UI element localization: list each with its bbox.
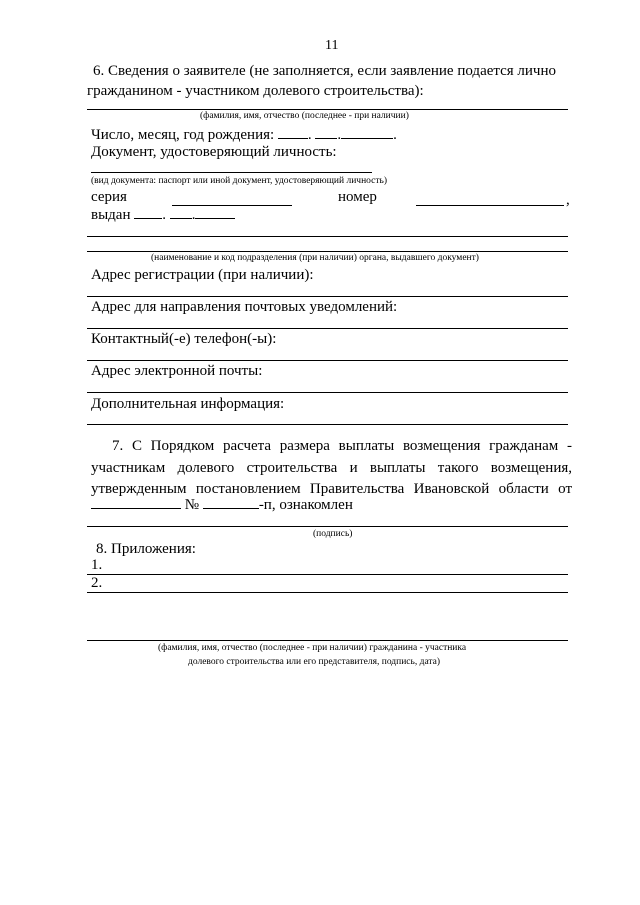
attachment-item-2: 2. bbox=[91, 575, 103, 591]
attachment-line-2[interactable] bbox=[87, 592, 568, 593]
decree-row bbox=[91, 496, 353, 514]
issued-day-field[interactable] bbox=[134, 206, 162, 219]
email-line[interactable] bbox=[87, 392, 568, 393]
section7-line3: утвержденным постановлением Правительства Ивановской области от bbox=[91, 481, 572, 497]
section6-heading-line1: 6. Сведения о заявителе (не заполняется, если заявление подается лично bbox=[93, 63, 557, 79]
number-comma: , bbox=[566, 192, 570, 208]
attachment-line-1[interactable] bbox=[87, 574, 568, 575]
section8-title: 8. Приложения: bbox=[96, 541, 196, 557]
number-field[interactable] bbox=[416, 205, 564, 206]
issued-month-field[interactable] bbox=[170, 206, 192, 219]
decree-number-field[interactable] bbox=[203, 496, 259, 509]
signature-line[interactable] bbox=[87, 526, 568, 527]
mail-address-line[interactable] bbox=[87, 328, 568, 329]
mail-address-label: Адрес для направления почтовых уведомлений: bbox=[91, 299, 398, 315]
doc-type-caption: (вид документа: паспорт или иной документ, удостоверяющий личность) bbox=[91, 176, 388, 186]
dob-row: Число, месяц, год рождения: . . . bbox=[91, 127, 397, 143]
issued-row: выдан . . bbox=[91, 206, 235, 224]
doc-label: Документ, удостоверяющий личность: bbox=[91, 144, 337, 160]
dob-day-field[interactable] bbox=[278, 126, 308, 139]
applicant-caption-line2: долевого строительства или его представителя, подпись, дата) bbox=[188, 657, 441, 667]
email-label: Адрес электронной почты: bbox=[91, 363, 263, 379]
phone-line[interactable] bbox=[87, 360, 568, 361]
issued-label: выдан bbox=[91, 207, 131, 223]
reg-address-line[interactable] bbox=[87, 296, 568, 297]
fio-line[interactable] bbox=[87, 109, 568, 110]
applicant-signature-line[interactable] bbox=[87, 640, 568, 641]
doc-type-line[interactable] bbox=[91, 172, 372, 173]
extra-info-line[interactable] bbox=[87, 424, 568, 425]
decree-date-field[interactable] bbox=[91, 496, 181, 509]
issued-year-field[interactable] bbox=[195, 206, 235, 219]
section6-heading-line2: гражданином - участником долевого строительства): bbox=[87, 83, 424, 99]
dob-label: Число, месяц, год рождения: bbox=[91, 127, 275, 143]
signature-caption: (подпись) bbox=[313, 529, 353, 539]
issuer-line-2[interactable] bbox=[87, 251, 568, 252]
fio-caption: (фамилия, имя, отчество (последнее - при наличии) bbox=[200, 111, 409, 121]
decree-suffix: -п, ознакомлен bbox=[258, 497, 353, 513]
issuer-caption: (наименование и код подразделения (при наличии) органа, выдавшего документ) bbox=[151, 253, 479, 263]
attachment-item-1: 1. bbox=[91, 557, 103, 573]
series-label: серия bbox=[91, 189, 127, 205]
page-number: 11 bbox=[325, 38, 339, 53]
phone-label: Контактный(-е) телефон(-ы): bbox=[91, 331, 277, 347]
applicant-caption-line1: (фамилия, имя, отчество (последнее - при наличии) гражданина - участника bbox=[158, 643, 467, 653]
dob-month-field[interactable] bbox=[315, 126, 337, 139]
issuer-line-1[interactable] bbox=[87, 236, 568, 237]
decree-number-sign: № bbox=[184, 497, 200, 513]
section7-line2: участникам долевого строительства и выплаты такого возмещения, bbox=[91, 460, 572, 476]
section7-line1: 7. С Порядком расчета размера выплаты возмещения гражданам - bbox=[112, 438, 572, 454]
reg-address-label: Адрес регистрации (при наличии): bbox=[91, 267, 314, 283]
dob-year-field[interactable] bbox=[341, 126, 393, 139]
number-label: номер bbox=[338, 189, 377, 205]
extra-info-label: Дополнительная информация: bbox=[91, 396, 285, 412]
